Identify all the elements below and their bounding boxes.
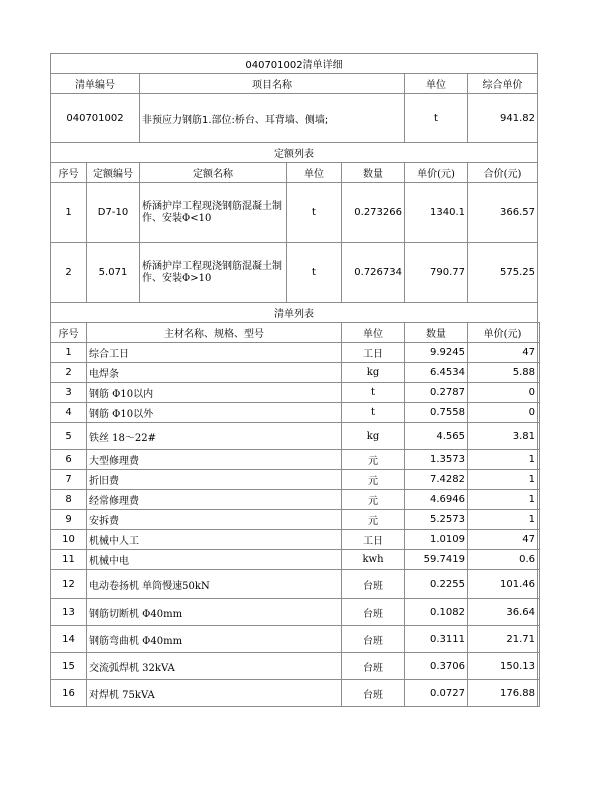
material-qty: 0.3706 [405,653,468,680]
quota-unit-price: 790.77 [405,243,468,303]
material-row [51,450,540,470]
material-seq: 14 [51,626,87,653]
material-name: 机械中人工 [87,530,342,550]
material-row [51,343,540,363]
material-row [51,570,540,599]
material-row [51,490,540,510]
material-unit: 元 [342,510,405,530]
material-unit-price: 0 [468,403,538,423]
material-seq: 4 [51,403,87,423]
quota-row [51,183,540,243]
material-qty: 59.7419 [405,550,468,570]
material-unit: 台班 [342,653,405,680]
material-total [538,653,540,680]
material-qty: 0.7558 [405,403,468,423]
material-seq: 5 [51,423,87,450]
material-seq: 7 [51,470,87,490]
material-unit: 台班 [342,599,405,626]
materials-unit-price-header: 单价(元) [468,323,538,343]
material-total [538,343,540,363]
quota-qty: 0.726734 [342,243,405,303]
material-total [538,450,540,470]
material-total [538,490,540,510]
material-total [538,510,540,530]
material-unit: kg [342,363,405,383]
material-unit-price: 176.88 [468,680,538,707]
material-unit-price: 36.64 [468,599,538,626]
material-row [51,653,540,680]
material-qty: 0.3111 [405,626,468,653]
quota-unit: t [287,243,342,303]
material-unit: 台班 [342,680,405,707]
material-unit: 元 [342,450,405,470]
material-total [538,470,540,490]
quota-code: 5.071 [87,243,140,303]
item-code: 040701002 [51,94,140,143]
page-title: 040701002清单详细 [51,54,538,74]
materials-total-header [538,323,540,343]
material-qty: 0.0727 [405,680,468,707]
material-unit-price: 1 [468,510,538,530]
quota-seq-header: 序号 [51,163,87,183]
material-total [538,530,540,550]
material-unit: 台班 [342,570,405,599]
material-unit: t [342,383,405,403]
materials-section-title: 清单列表 [51,303,538,323]
material-unit: 工日 [342,343,405,363]
material-qty: 7.4282 [405,470,468,490]
material-row [51,550,540,570]
material-row [51,403,540,423]
material-seq: 10 [51,530,87,550]
material-qty: 4.6946 [405,490,468,510]
quota-qty: 0.273266 [342,183,405,243]
materials-unit-header: 单位 [342,323,405,343]
material-total [538,680,540,707]
material-unit-price: 101.46 [468,570,538,599]
quota-unit-price-header: 单价(元) [405,163,468,183]
material-name: 交流弧焊机 32kVA [87,653,342,680]
quota-section-title: 定额列表 [51,143,538,163]
material-row [51,680,540,707]
material-name: 机械中电 [87,550,342,570]
quota-code: D7-10 [87,183,140,243]
material-unit: 台班 [342,626,405,653]
quota-unit-header: 单位 [287,163,342,183]
material-unit-price: 0 [468,383,538,403]
material-unit-price: 47 [468,343,538,363]
quota-seq: 2 [51,243,87,303]
material-seq: 15 [51,653,87,680]
material-unit-price: 21.71 [468,626,538,653]
material-qty: 0.1082 [405,599,468,626]
materials-qty-header: 数量 [405,323,468,343]
material-total [538,550,540,570]
name-header: 项目名称 [140,74,405,94]
material-total [538,363,540,383]
item-name: 非预应力钢筋1.部位:桥台、耳背墙、侧墙; [140,94,405,143]
material-seq: 8 [51,490,87,510]
quota-qty-header: 数量 [342,163,405,183]
quota-row [51,243,540,303]
material-seq: 6 [51,450,87,470]
material-name: 钢筋弯曲机 Φ40mm [87,626,342,653]
quota-name: 桥涵护岸工程现浇钢筋混凝土制作、安装Φ>10 [140,243,287,303]
material-unit-price: 0.6 [468,550,538,570]
item-row [51,94,540,143]
material-row [51,470,540,490]
materials-seq-header: 序号 [51,323,87,343]
material-unit-price: 1 [468,470,538,490]
material-row [51,423,540,450]
quota-seq: 1 [51,183,87,243]
quota-total-header: 合价(元) [468,163,538,183]
materials-section-row [51,303,540,323]
material-unit-price: 3.81 [468,423,538,450]
material-seq: 11 [51,550,87,570]
item-unit: t [405,94,468,143]
material-total [538,626,540,653]
material-row [51,530,540,550]
quota-header-row [51,163,540,183]
material-total [538,423,540,450]
material-row [51,626,540,653]
material-name: 安拆费 [87,510,342,530]
material-name: 钢筋 Φ10以内 [87,383,342,403]
material-total [538,383,540,403]
materials-name-header: 主材名称、规格、型号 [87,323,342,343]
material-unit: 元 [342,470,405,490]
material-total [538,403,540,423]
material-name: 钢筋 Φ10以外 [87,403,342,423]
material-name: 铁丝 18～22# [87,423,342,450]
material-unit-price: 5.88 [468,363,538,383]
material-seq: 16 [51,680,87,707]
material-unit: kg [342,423,405,450]
material-seq: 9 [51,510,87,530]
material-row [51,599,540,626]
material-name: 对焊机 75kVA [87,680,342,707]
material-row [51,383,540,403]
material-qty: 0.2255 [405,570,468,599]
material-unit-price: 1 [468,490,538,510]
material-unit: 工日 [342,530,405,550]
quota-name-header: 定额名称 [140,163,287,183]
quota-section-row [51,143,540,163]
material-seq: 13 [51,599,87,626]
material-name: 折旧费 [87,470,342,490]
quota-total: 575.25 [468,243,538,303]
material-name: 经常修理费 [87,490,342,510]
quota-unit: t [287,183,342,243]
material-seq: 3 [51,383,87,403]
material-qty: 6.4534 [405,363,468,383]
price-header: 综合单价 [468,74,538,94]
header-row [51,74,540,94]
material-unit: 元 [342,490,405,510]
quota-total: 366.57 [468,183,538,243]
title-row [51,54,540,74]
material-name: 钢筋切断机 Φ40mm [87,599,342,626]
material-row [51,363,540,383]
material-name: 电焊条 [87,363,342,383]
material-name: 大型修理费 [87,450,342,470]
material-unit-price: 150.13 [468,653,538,680]
materials-header-row [51,323,540,343]
item-price: 941.82 [468,94,538,143]
material-total [538,599,540,626]
material-unit-price: 1 [468,450,538,470]
code-header: 清单编号 [51,74,140,94]
material-unit: kwh [342,550,405,570]
material-unit-price: 47 [468,530,538,550]
material-seq: 2 [51,363,87,383]
material-qty: 5.2573 [405,510,468,530]
material-total [538,570,540,599]
material-name: 综合工日 [87,343,342,363]
quota-unit-price: 1340.1 [405,183,468,243]
material-qty: 0.2787 [405,383,468,403]
material-seq: 1 [51,343,87,363]
bill-detail-table [50,53,540,707]
material-qty: 4.565 [405,423,468,450]
material-unit: t [342,403,405,423]
material-seq: 12 [51,570,87,599]
unit-header: 单位 [405,74,468,94]
material-qty: 9.9245 [405,343,468,363]
material-name: 电动卷扬机 单筒慢速50kN [87,570,342,599]
material-qty: 1.3573 [405,450,468,470]
material-row [51,510,540,530]
material-qty: 1.0109 [405,530,468,550]
quota-name: 桥涵护岸工程现浇钢筋混凝土制作、安装Φ<10 [140,183,287,243]
quota-code-header: 定额编号 [87,163,140,183]
